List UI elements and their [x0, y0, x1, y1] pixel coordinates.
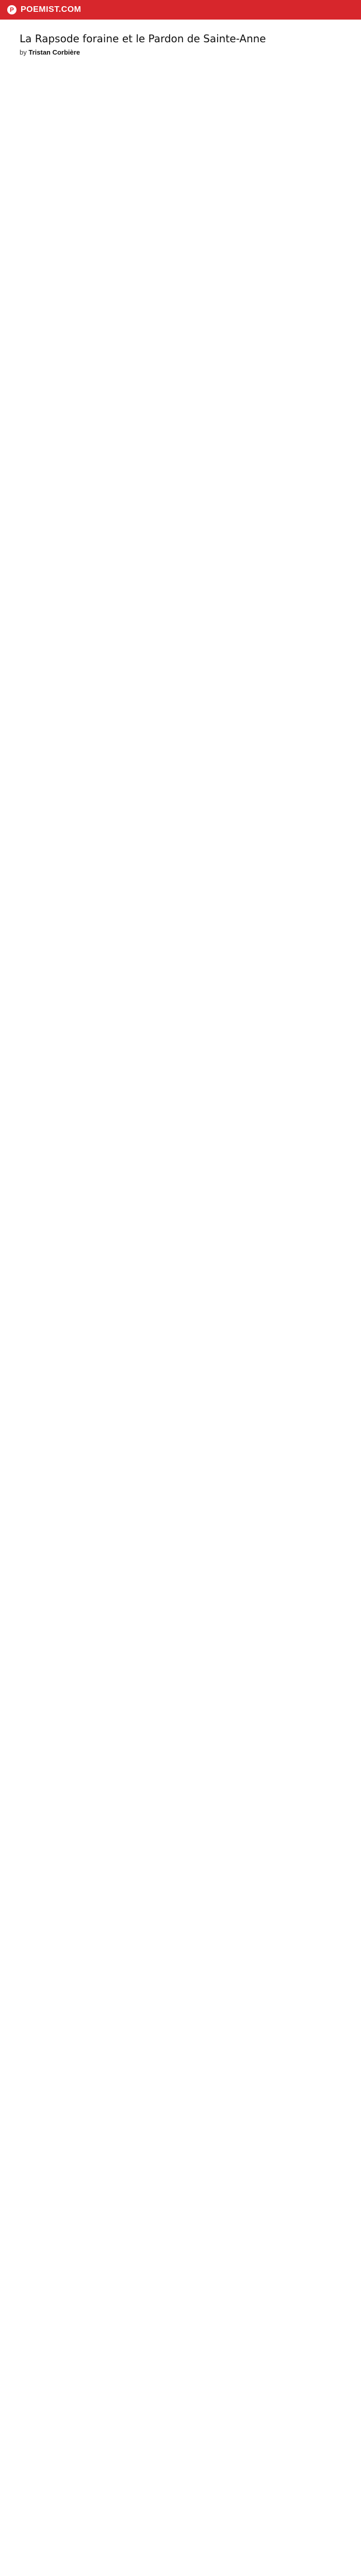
poem-title: La Rapsode foraine et le Pardon de Sainte-Anne	[20, 32, 266, 45]
byline-prefix: by	[20, 48, 27, 56]
poemist-logo-icon: P	[7, 5, 17, 14]
brand[interactable]	[7, 5, 81, 14]
author-name[interactable]: Tristan Corbière	[28, 48, 80, 56]
byline	[20, 48, 341, 56]
brand-name: POEMIST.COM	[21, 5, 81, 14]
top-bar	[0, 0, 361, 20]
content	[0, 20, 361, 56]
